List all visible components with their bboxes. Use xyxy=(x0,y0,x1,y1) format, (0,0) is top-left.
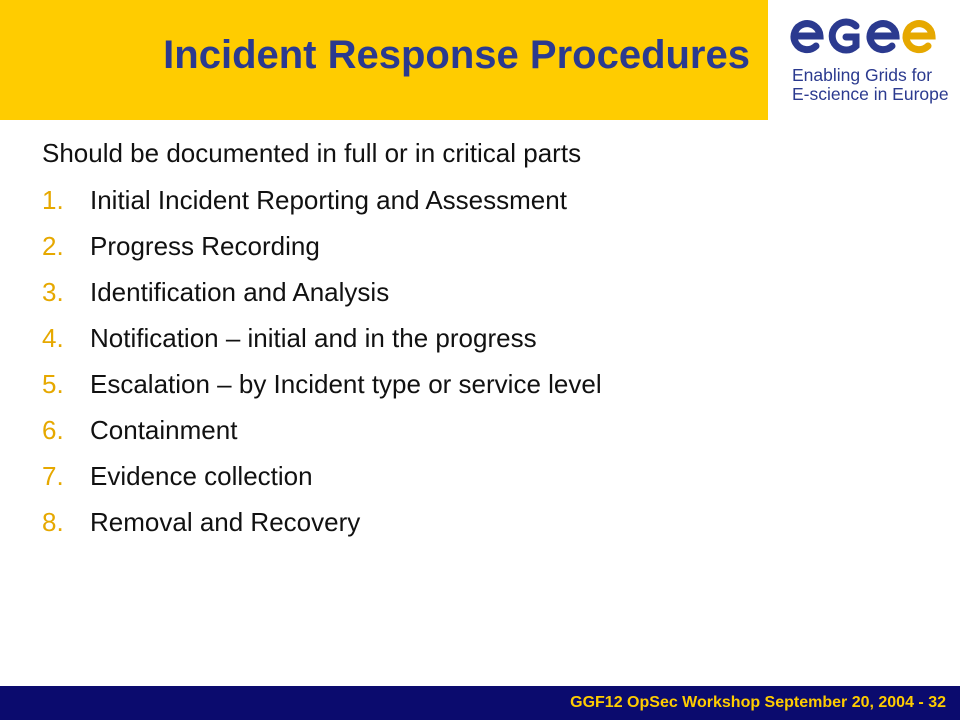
list-item xyxy=(42,226,602,272)
list-text: Initial Incident Reporting and Assessment xyxy=(90,185,567,215)
list-text: Progress Recording xyxy=(90,231,320,261)
intro-text: Should be documented in full or in critical parts xyxy=(42,138,582,168)
list-number: 3. xyxy=(42,277,64,307)
list-text: Removal and Recovery xyxy=(90,507,361,537)
footer-bar xyxy=(0,686,960,720)
list-number: 4. xyxy=(42,323,64,353)
list-item xyxy=(42,364,602,410)
list-item xyxy=(42,272,602,318)
title-bar xyxy=(0,0,768,120)
footer-text: GGF12 OpSec Workshop September 20, 2004 - 32 xyxy=(570,694,946,711)
list-item xyxy=(42,180,602,226)
list-text: Notification – initial and in the progress xyxy=(90,323,537,353)
slide-title: Incident Response Procedures xyxy=(163,33,750,77)
egee-logo xyxy=(770,0,960,120)
list-item xyxy=(42,410,602,456)
list-item xyxy=(42,318,602,364)
list-item xyxy=(42,456,602,502)
list-number: 6. xyxy=(42,415,64,445)
list-number: 8. xyxy=(42,507,64,537)
logo-tagline-line1: Enabling Grids for xyxy=(792,65,933,85)
list-number: 7. xyxy=(42,461,64,491)
procedure-list xyxy=(42,180,602,548)
list-item xyxy=(42,502,602,548)
list-text: Escalation – by Incident type or service level xyxy=(90,369,602,399)
list-text: Containment xyxy=(90,415,238,445)
logo-wordmark-text: egee xyxy=(790,14,793,15)
list-text: Evidence collection xyxy=(90,461,313,491)
list-number: 5. xyxy=(42,369,64,399)
logo-tagline-line2: E-science in Europe xyxy=(792,84,949,104)
list-text: Identification and Analysis xyxy=(90,277,390,307)
logo-tagline xyxy=(792,66,949,104)
egee-wordmark-icon xyxy=(790,14,940,58)
list-number: 2. xyxy=(42,231,64,261)
list-number: 1. xyxy=(42,185,64,215)
